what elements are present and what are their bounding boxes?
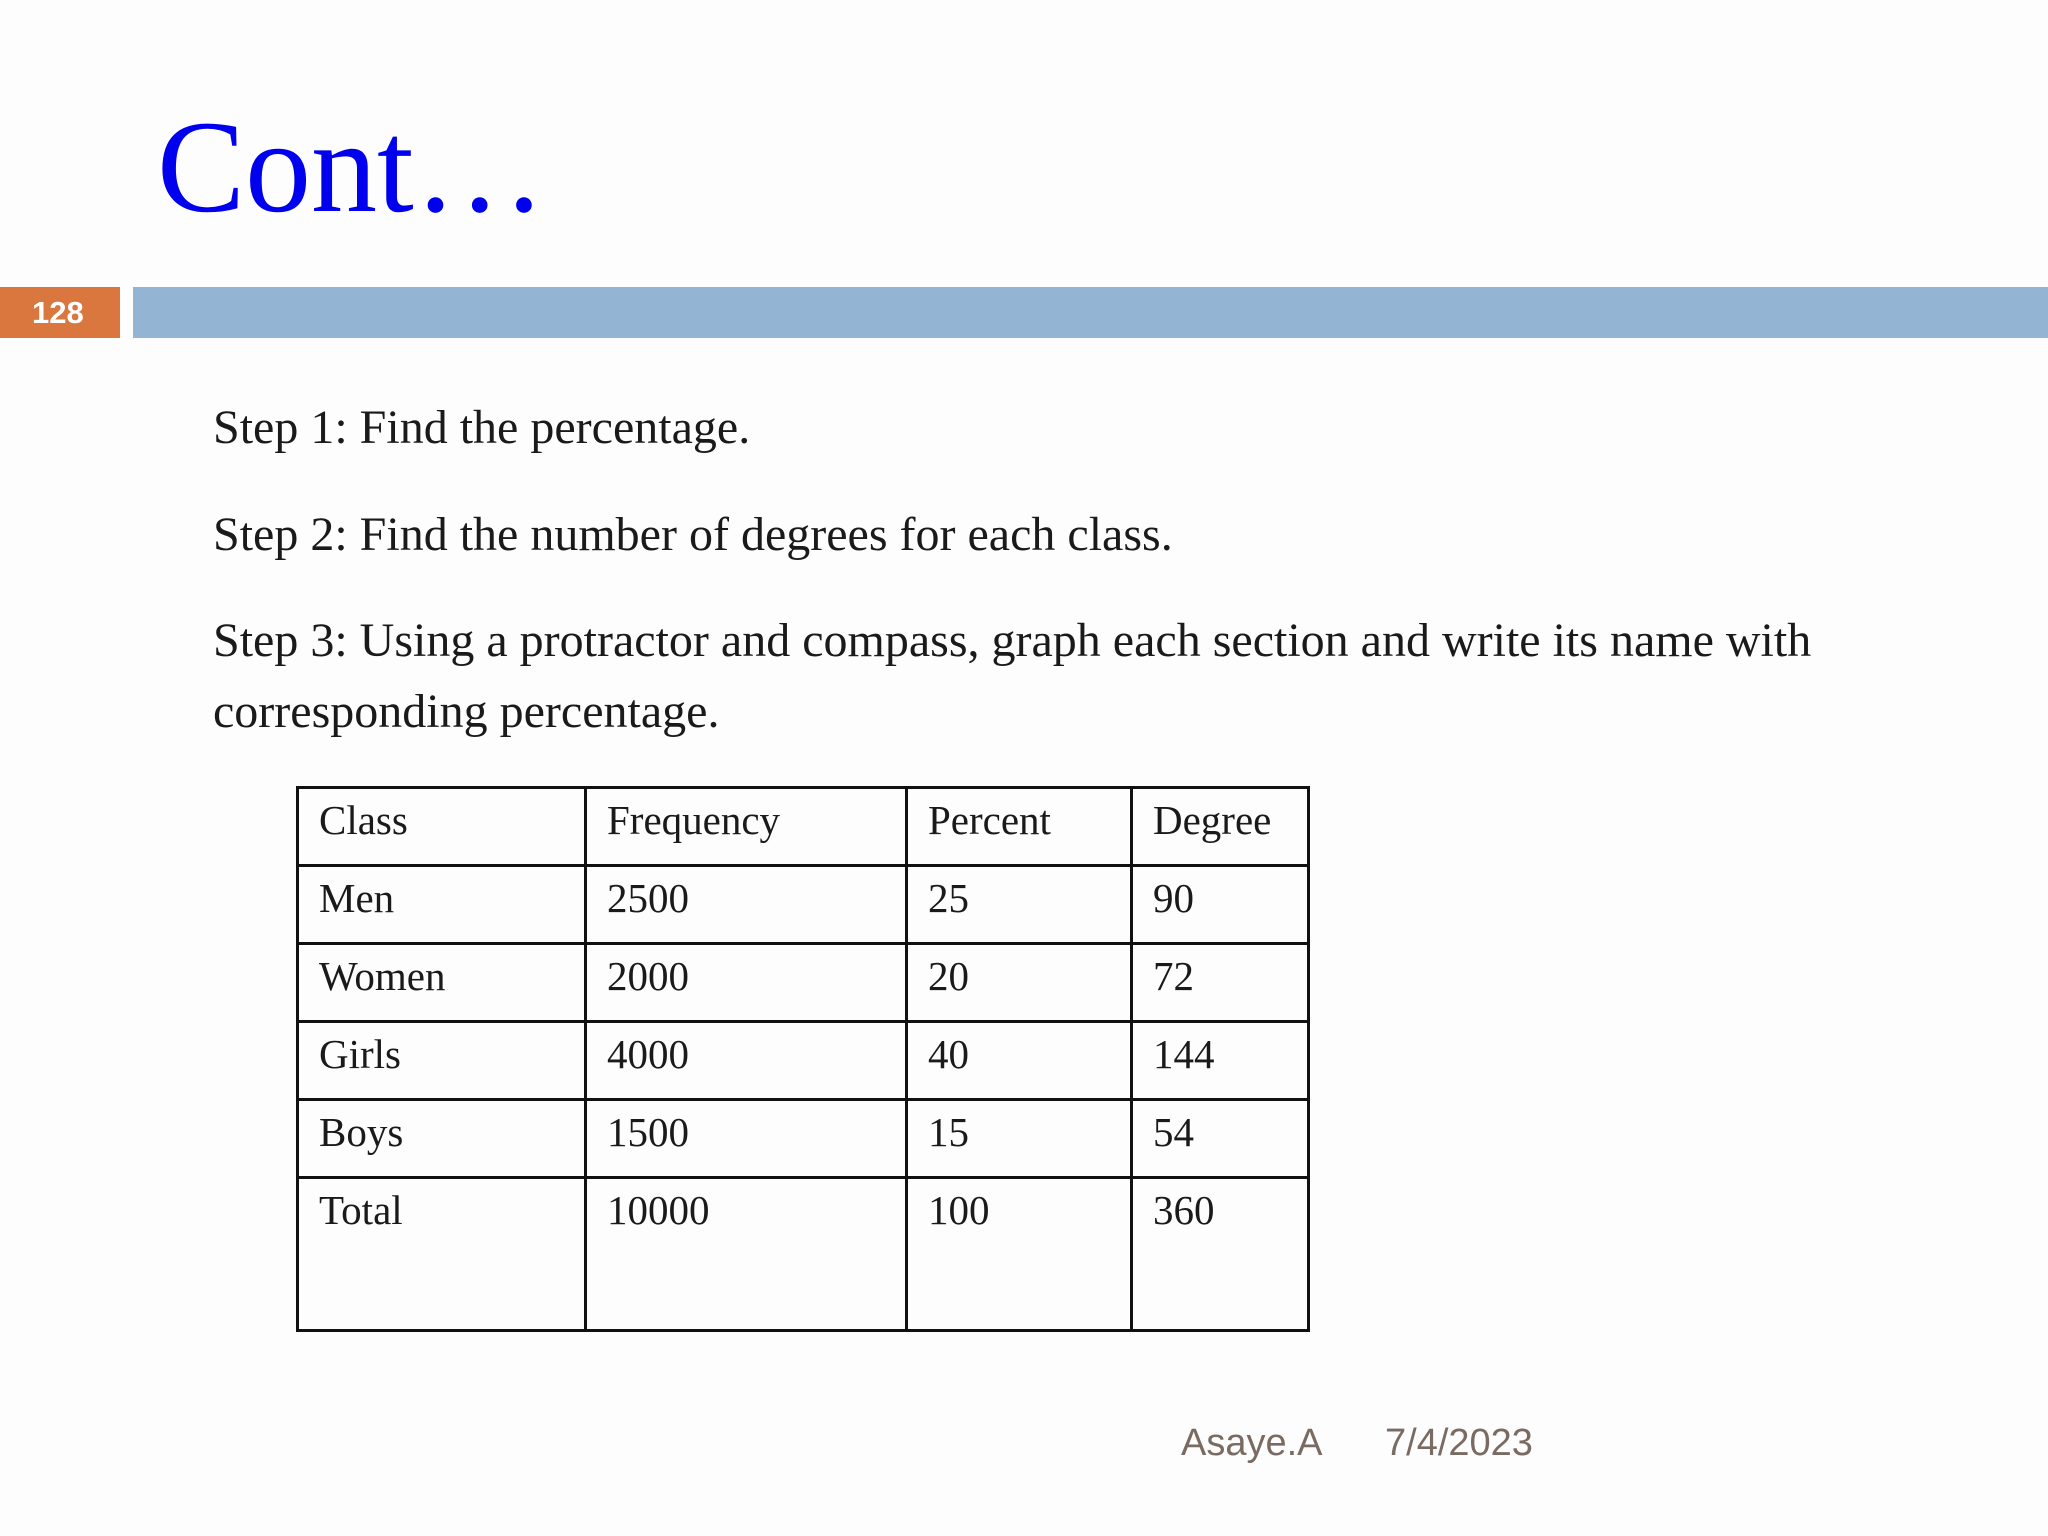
table-header-row	[298, 788, 1309, 866]
footer-date: 7/4/2023	[1385, 1422, 1533, 1464]
table-total-row	[298, 1178, 1309, 1331]
step-3-text: Step 3: Using a protractor and compass, graph each section and write its name with corresponding percentage.	[213, 614, 1812, 738]
footer-author: Asaye.A	[1181, 1422, 1323, 1464]
table-row	[298, 1100, 1309, 1178]
header-percent: Percent	[907, 788, 1132, 866]
cell-class: Boys	[298, 1100, 586, 1178]
title-divider-bar	[133, 287, 2048, 338]
cell-frequency: 4000	[586, 1022, 907, 1100]
cell-degree: 54	[1132, 1100, 1309, 1178]
cell-class: Total	[298, 1178, 586, 1331]
slide-title: Cont…	[157, 93, 546, 240]
cell-degree: 360	[1132, 1178, 1309, 1331]
cell-degree: 90	[1132, 866, 1309, 944]
cell-frequency: 1500	[586, 1100, 907, 1178]
cell-frequency: 10000	[586, 1178, 907, 1331]
step-1-text: Step 1: Find the percentage.	[213, 401, 751, 454]
cell-class: Men	[298, 866, 586, 944]
cell-degree: 144	[1132, 1022, 1309, 1100]
cell-percent: 25	[907, 866, 1132, 944]
header-class: Class	[298, 788, 586, 866]
cell-percent: 15	[907, 1100, 1132, 1178]
cell-class: Girls	[298, 1022, 586, 1100]
cell-percent: 100	[907, 1178, 1132, 1331]
table-row	[298, 944, 1309, 1022]
cell-frequency: 2500	[586, 866, 907, 944]
slide-number-badge: 128	[0, 287, 120, 338]
frequency-table	[296, 786, 1310, 1332]
cell-percent: 20	[907, 944, 1132, 1022]
header-frequency: Frequency	[586, 788, 907, 866]
cell-frequency: 2000	[586, 944, 907, 1022]
step-2-text: Step 2: Find the number of degrees for each class.	[213, 508, 1173, 561]
cell-percent: 40	[907, 1022, 1132, 1100]
cell-degree: 72	[1132, 944, 1309, 1022]
table-row	[298, 1022, 1309, 1100]
table-row	[298, 866, 1309, 944]
cell-class: Women	[298, 944, 586, 1022]
header-degree: Degree	[1132, 788, 1309, 866]
